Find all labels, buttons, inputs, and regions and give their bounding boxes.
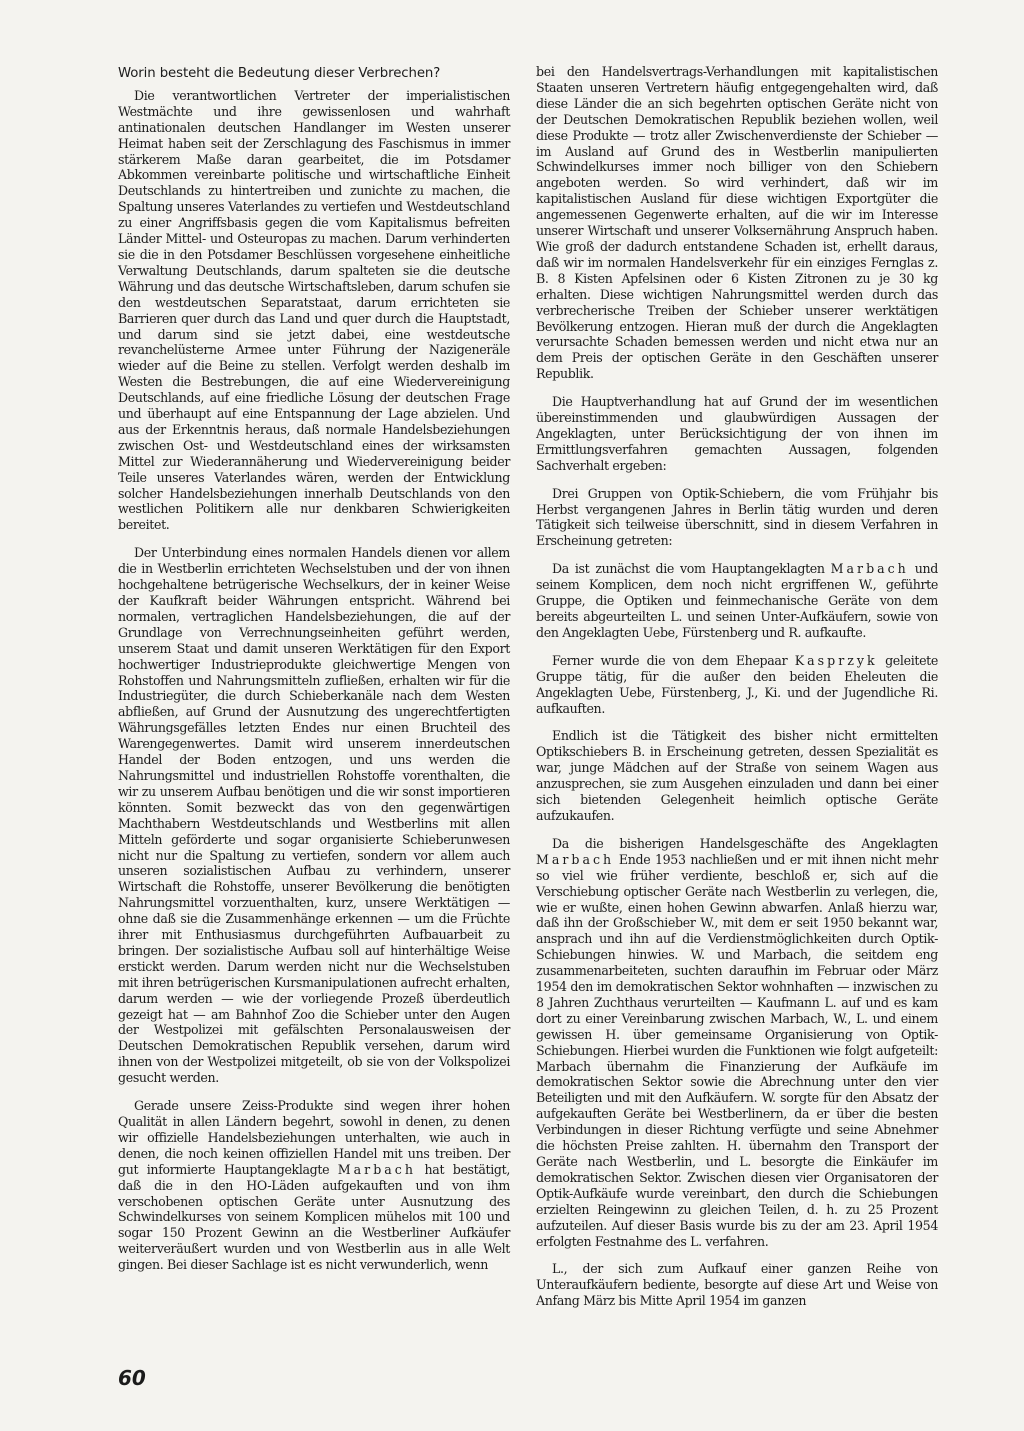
paragraph: Die verantwortlichen Vertreter der imperialistischen Westmächte und ihre gewissenlosen und wahrhaft antinationalen deutschen Handlanger im Westen unserer Heimat haben seit der Zerschlagung des Faschismus in immer stärkerem Maße daran gearbeitet, die im Potsdamer Abkommen vereinbarte politische und wirtschaftliche Einheit Deutschlands zu hintertreiben und zunichte zu machen, die Spaltung unseres Vaterlandes zu vertiefen und Westdeutschland zu einer Angriffsbasis gegen die vom Kapitalismus befreiten Länder Mittel- und Osteuropas zu machen. Darum verhinderten sie die in den Potsdamer Beschlüssen vorgesehene einheitliche Verwaltung Deutschlands, darum spalteten sie die deutsche Währung und das deutsche Wirtschaftsleben, darum schufen sie den westdeutschen Separatstaat, darum errichteten sie Barrieren quer durch das Land und quer durch die Hauptstadt, und darum sind sie jetzt dabei, eine westdeutsche revanchelüsterne Armee unter Führung der Nazigeneräle wieder auf die Beine zu stellen. Verfolgt werden deshalb im Westen die Bestrebungen, die auf eine Wiedervereinigung Deutschlands, auf eine friedliche Lösung der deutschen Frage und überhaupt auf eine Entspannung der Lage abzielen. Und aus der Erkenntnis heraus, daß normale Handelsbeziehungen zwischen Ost- und Westdeutschland eines der wirksamsten Mittel zur Wiederannäherung und Wiedervereinigung beider Teile unseres Vaterlandes wären, werden der Entwicklung solcher Handelsbeziehungen innerhalb Deutschlands von den westlichen Politikern alle nur denkbaren Schwierigkeiten bereitet. <box>118 87 510 533</box>
paragraph <box>536 653 938 717</box>
paragraph <box>118 1098 510 1273</box>
paragraph <box>536 836 938 1250</box>
paragraph: bei den Handelsvertrags-Verhandlungen mit kapitalistischen Staaten unseren Vertretern häufig entgegengehalten wird, daß diese Länder die an sich begehrten optischen Geräte nicht von der Deutschen Demokratischen Republik beziehen wollen, weil diese Produkte — trotz aller Zwischenverdienste der Schieber — im Ausland auf Grund des in Westberlin manipulierten Schwindelkurses immer noch billiger von den Schiebern angeboten werden. So wird verhindert, daß wir im kapitalistischen Ausland für diese wichtigen Exportgüter die angemessenen Gegenwerte erhalten, auf die wir im Interesse unserer Wirtschaft und unserer Volksernährung Anspruch haben. Wie groß der dadurch entstandene Schaden ist, erhellt daraus, daß wir im normalen Handelsverkehr für ein einziges Fernglas z. B. 8 Kisten Apfelsinen oder 6 Kisten Zitronen zu je 30 kg erhalten. Diese wichtigen Nahrungsmittel werden durch das verbrecherische Treiben der Schieber unserer werktätigen Bevölkerung entzogen. Hieran muß der durch die Angeklagten verursachte Schaden bemessen werden und nicht etwa nur an dem Preis der optischen Geräte in den Geschäften unserer Republik. <box>536 64 938 382</box>
text-run: Ferner wurde die von dem Ehepaar <box>552 652 788 668</box>
text-run: hat bestätigt, daß die in den HO-Läden aufgekauften und von ihm verschobenen optischen Geräte unter Ausnutzung des Schwindelkurses von seinem Komplicen mühelos mit 100 und sogar 150 Prozent Gewinn an die Westberliner Aufkäufer weiterveräußert wurden und von Westberlin aus in alle Welt gingen. Bei dieser Sachlage ist es nicht verwunderlich, wenn <box>118 1161 510 1273</box>
spaced-name: Marbach <box>830 561 909 577</box>
spaced-name: Kasprzyk <box>794 652 878 668</box>
text-run: Da die bisherigen Handelsgeschäfte des Angeklagten <box>552 835 938 851</box>
text-run: Gerade unsere Zeiss-Produkte sind wegen ihrer hohen Qualität in allen Ländern begehrt, sowohl in denen, zu denen wir offizielle Handelsbeziehungen unterhalten, wie auch in denen, die noch keinen offiziellen Handel mit uns treiben. Der gut informierte Hauptangeklagte <box>118 1098 510 1177</box>
paragraph: Drei Gruppen von Optik-Schiebern, die vom Frühjahr bis Herbst vergangenen Jahres in Berlin tätig wurden und deren Tätigkeit sich teilweise überschnitt, sind in diesem Verfahren in Erscheinung getreten: <box>536 485 938 549</box>
section-heading: Worin besteht die Bedeutung dieser Verbrechen? <box>118 66 441 81</box>
text-run: geleitete Gruppe tätig, für die außer den beiden Eheleuten die Angeklagten Uebe, Fürstenberg, J., Ki. und der Jugendliche Ri. aufkauften. <box>536 652 938 716</box>
paragraph <box>536 561 938 641</box>
page-number: 60 <box>118 1366 146 1390</box>
spaced-name: Marbach <box>337 1161 416 1177</box>
left-column <box>118 66 510 1285</box>
text-run: und seinem Komplicen, dem noch nicht ergriffenen W., geführte Gruppe, die Optiken und feinmechanische Geräte von dem bereits abgeurteilten L. und seinen Unter-Aufkäufern, sowie von den Angeklagten Uebe, Fürstenberg und R. aufkaufte. <box>536 561 939 640</box>
spaced-name: Marbach <box>536 851 615 867</box>
text-run: Da ist zunächst die vom Hauptangeklagten <box>552 561 825 577</box>
paragraph: Die Hauptverhandlung hat auf Grund der im wesentlichen übereinstimmenden und glaubwürdigen Aussagen der Angeklagten, unter Berücksichtigung der von ihnen im Ermittlungsverfahren gemachten Aussagen, folgenden Sachverhalt ergeben: <box>536 394 938 473</box>
paragraph: Der Unterbindung eines normalen Handels dienen vor allem die in Westberlin errichteten Wechselstuben und der von ihnen hochgehaltene betrügerische Wechselkurs, der in keiner Weise der Kaufkraft beider Währungen entspricht. Während bei normalen, vertraglichen Handelsbeziehungen, die auf der Grundlage von Verrechnungseinheiten geführt werden, unserem Staat und damit unseren Werktätigen für den Export hochwertiger Industrieprodukte gleichwertige Mengen von Rohstoffen und Nahrungsmitteln zufließen, erhalten wir für die Industriegüter, die durch Schieberkanäle nach dem Westen abfließen, auf Grund der Ausnutzung des ungerechtfertigten Währungsgefälles letzten Endes nur einen Bruchteil des Warengegenwertes. Damit wird unserem innerdeutschen Handel der Boden entzogen, und uns werden die Nahrungsmittel und industriellen Rohstoffe vorenthalten, die wir zu unserem Aufbau benötigen und die wir sonst importieren könnten. Somit bezweckt das von den gegenwärtigen Machthabern Westdeutschlands und Westberlins mit allen Mitteln geförderte und sogar organisierte Schieberunwesen nicht nur die Spaltung zu vertiefen, sondern vor allem auch unseren sozialistischen Aufbau zu verhindern, unserer Wirtschaft die Rohstoffe, unserer Bevölkerung die benötigten Nahrungsmittel vorzuenthalten, kurz, unsere Werktätigen — ohne daß sie die Zusammenhänge erkennen — um die Früchte ihrer mit Enthusiasmus durchgeführten Aufbauarbeit zu bringen. Der sozialistische Aufbau soll auf hinterhältige Weise erstickt werden. Darum werden nicht nur die Wechselstuben mit ihren betrügerischen Kursmanipulationen aufrecht erhalten, darum werden — wie der vorliegende Prozeß überdeutlich gezeigt hat — am Bahnhof Zoo die Schieber unter den Augen der Westpolizei mit gefälschten Personalausweisen der Deutschen Demokratischen Republik versehen, darum wird ihnen von der Westpolizei mitgeteilt, ob sie von der Volkspolizei gesucht werden. <box>118 545 510 1086</box>
paragraph: L., der sich zum Aufkauf einer ganzen Reihe von Unteraufkäufern bediente, besorgte auf diese Art und Weise von Anfang März bis Mitte April 1954 im ganzen <box>536 1261 938 1309</box>
paragraph: Endlich ist die Tätigkeit des bisher nicht ermittelten Optikschiebers B. in Erscheinung getreten, dessen Spezialität es war, junge Mädchen auf der Straße von seinem Wagen aus anzusprechen, sie zum Ausgehen einzuladen und dann bei einer sich bietenden Gelegenheit heimlich optische Geräte aufzukaufen. <box>536 728 938 823</box>
text-run: Ende 1953 nachließen und er mit ihnen nicht mehr so viel wie früher verdiente, beschloß er, sich auf die Verschiebung optischer Geräte nach Westberlin zu verlegen, die, wie er wußte, einen hohen Gewinn abwarfen. Anlaß hierzu war, daß ihn der Großschieber W., mit dem er seit 1950 bekannt war, ansprach und ihn auf die Verdienstmöglichkeiten durch Optik-Schiebungen hinwies. W. und Marbach, die seitdem eng zusammenarbeiteten, suchten daraufhin im Februar oder März 1954 den im demokratischen Sektor wohnhaften — inzwischen zu 8 Jahren Zuchthaus verurteilten — Kaufmann L. auf und es kam dort zu einer Vereinbarung zwischen Marbach, W., L. und einem gewissen H. über gemeinsame Organisierung von Optik-Schiebungen. Hierbei wurden die Funktionen wie folgt aufgeteilt: Marbach übernahm die Finanzierung der Aufkäufe im demokratischen Sektor sowie die Abrechnung unter den vier Beteiligten und mit den Aufkäufern. W. sorgte für den Absatz der aufgekauften Geräte bei Westberlinern, da er über die besten Verbindungen in dieser Richtung verfügte und seine Abnehmer die höchsten Preise zahlten. H. übernahm den Transport der Geräte nach Westberlin, und L. besorgte die Einkäufer im demokratischen Sektor. Zwischen diesen vier Organisatoren der Optik-Aufkäufe wurde vereinbart, den durch die Schiebungen erzielten Reingewinn zu gleichen Teilen, d. h. zu 25 Prozent aufzuteilen. Auf dieser Basis wurde bis zu der am 23. April 1954 erfolgten Festnahme des L. verfahren. <box>536 851 939 1249</box>
right-column <box>536 64 938 1321</box>
